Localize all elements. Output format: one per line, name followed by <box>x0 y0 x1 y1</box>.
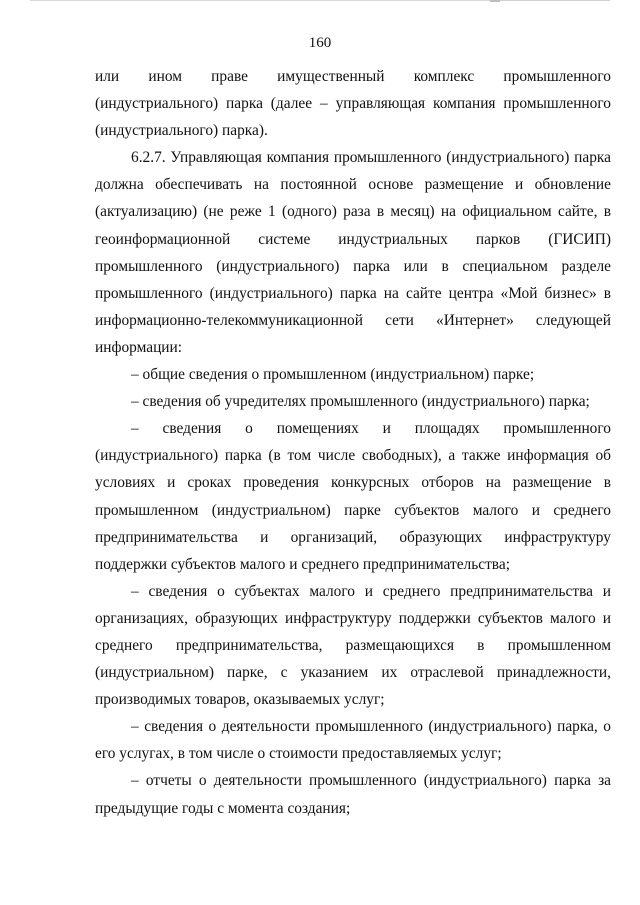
list-item-park-activity: – сведения о деятельности промышленного (индустриального) парка, о его услугах, в том числе о стоимости предоставляемых услуг; <box>95 718 611 763</box>
list-item-smb-residents: – сведения о субъектах малого и среднего предпринимательства и организациях, образующих инфраструктуру поддержки субъектов малого и среднего предпринимательства, размещающихся в промышленном (индустриальном) парке, с указанием их отраслевой принадлежности, производимых товаров, оказываемых услуг; <box>95 582 611 709</box>
list-item-founders: – сведения об учредителях промышленного (индустриального) парка; <box>131 393 590 411</box>
top-edge-line <box>30 0 490 1</box>
list-item-reports: – отчеты о деятельности промышленного (индустриального) парка за предыдущие годы с момента создания; <box>95 772 611 817</box>
top-edge-mark <box>490 0 500 2</box>
paragraph-section-6-2-7: 6.2.7. Управляющая компания промышленного (индустриального) парка должна обеспечивать на постоянной основе размещение и обновление (актуализацию) (не реже 1 (одного) раза в месяц) на официальном сайте, в геоинформационной системе индустриальных парков (ГИСИП) промышленного (индустриального) парка или в специальном разделе промышленного (индустриального) парка на сайте центра «Мой бизнес» в информационно-телекоммуникационной сети «Интернет» следующей информации: <box>95 149 611 356</box>
document-body <box>95 63 611 822</box>
page-number: 160 <box>308 35 332 51</box>
list-item-general-info: – общие сведения о промышленном (индустриальном) парке; <box>131 366 535 384</box>
list-item-premises: – сведения о помещениях и площадях промышленного (индустриального) парка (в том числе свободных), а также информация об условиях и сроках проведения конкурсных отборов на размещение в промышленном (индустриальном) парке субъектов малого и среднего предпринимательства и организаций, образующих инфраструктуру поддержки субъектов малого и среднего предпринимательства; <box>95 420 611 573</box>
top-edge-line-right <box>500 0 610 1</box>
paragraph-continuation: или ином праве имущественный комплекс промышленного (индустриального) парка (далее – управляющая компания промышленного (индустриального) парка). <box>95 68 611 140</box>
